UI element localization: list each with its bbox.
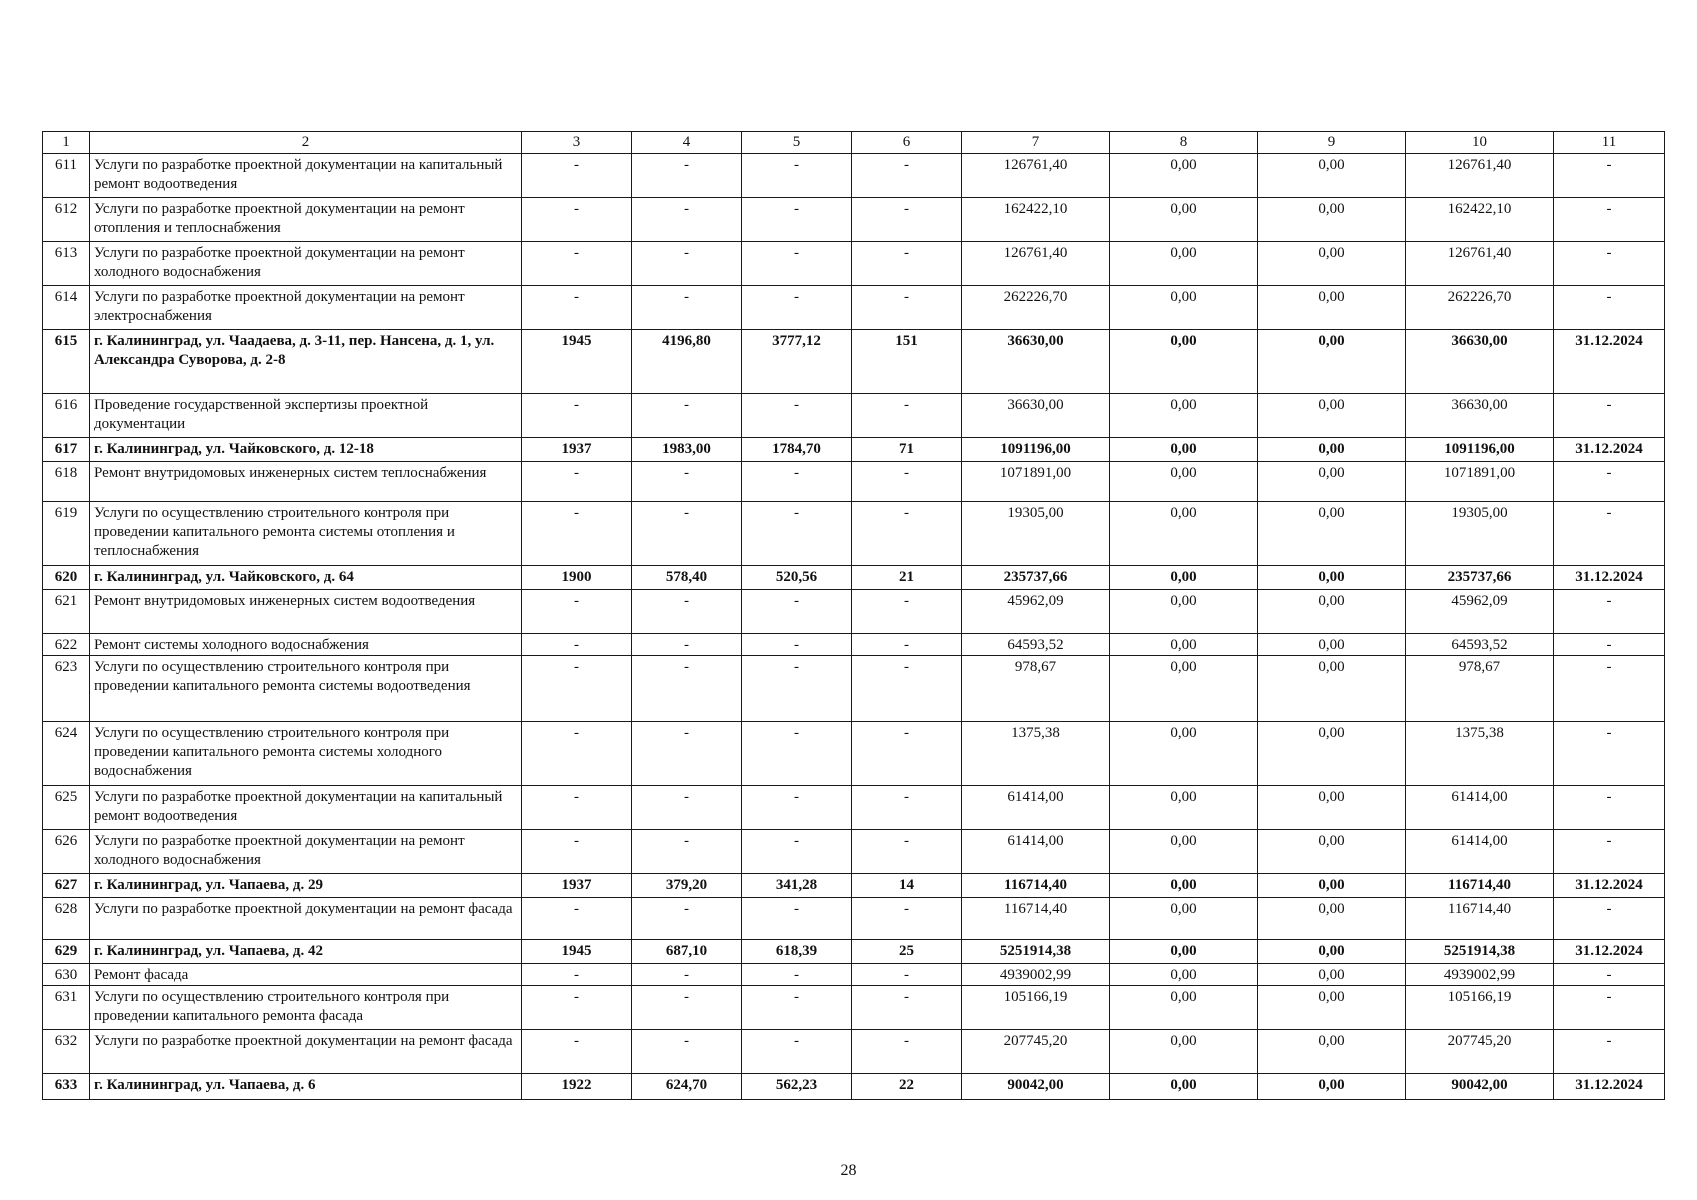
deadline-cell: - [1554, 286, 1665, 330]
row-number: 619 [43, 502, 90, 566]
living-area-cell: 341,28 [742, 874, 852, 898]
fund-cost-cell: 0,00 [1110, 986, 1258, 1030]
budget-cost-cell: 0,00 [1258, 394, 1406, 438]
year-cell: - [522, 1030, 632, 1074]
fund-cost-cell: 0,00 [1110, 590, 1258, 634]
owners-cost-cell: 126761,40 [1406, 242, 1554, 286]
deadline-cell: - [1554, 830, 1665, 874]
header-cell: 6 [852, 132, 962, 154]
owners-cost-cell: 64593,52 [1406, 634, 1554, 656]
year-cell: 1900 [522, 566, 632, 590]
row-description: г. Калининград, ул. Чаадаева, д. 3-11, пер. Нансена, д. 1, ул. Александра Суворова, д. 2-8 [90, 330, 522, 394]
living-area-cell: - [742, 964, 852, 986]
total-area-cell: - [632, 462, 742, 502]
total-cost-cell: 235737,66 [962, 566, 1110, 590]
residents-cell: - [852, 590, 962, 634]
table-row [43, 242, 1665, 286]
row-description: г. Калининград, ул. Чапаева, д. 6 [90, 1074, 522, 1100]
deadline-cell: - [1554, 656, 1665, 722]
residents-cell: - [852, 898, 962, 940]
owners-cost-cell: 262226,70 [1406, 286, 1554, 330]
budget-cost-cell: 0,00 [1258, 566, 1406, 590]
total-cost-cell: 45962,09 [962, 590, 1110, 634]
total-area-cell: - [632, 154, 742, 198]
fund-cost-cell: 0,00 [1110, 154, 1258, 198]
fund-cost-cell: 0,00 [1110, 1030, 1258, 1074]
year-cell: - [522, 656, 632, 722]
deadline-cell: 31.12.2024 [1554, 438, 1665, 462]
residents-cell: - [852, 242, 962, 286]
residents-cell: - [852, 786, 962, 830]
total-cost-cell: 978,67 [962, 656, 1110, 722]
owners-cost-cell: 36630,00 [1406, 394, 1554, 438]
owners-cost-cell: 61414,00 [1406, 830, 1554, 874]
budget-cost-cell: 0,00 [1258, 830, 1406, 874]
total-area-cell: - [632, 986, 742, 1030]
living-area-cell: - [742, 634, 852, 656]
total-cost-cell: 36630,00 [962, 394, 1110, 438]
total-cost-cell: 1071891,00 [962, 462, 1110, 502]
residents-cell: - [852, 656, 962, 722]
total-cost-cell: 61414,00 [962, 786, 1110, 830]
row-description: г. Калининград, ул. Чайковского, д. 12-18 [90, 438, 522, 462]
row-description: г. Калининград, ул. Чапаева, д. 42 [90, 940, 522, 964]
table-row [43, 154, 1665, 198]
deadline-cell: 31.12.2024 [1554, 330, 1665, 394]
row-number: 627 [43, 874, 90, 898]
total-area-cell: - [632, 1030, 742, 1074]
capital-repair-table [42, 131, 1665, 1100]
row-number: 611 [43, 154, 90, 198]
year-cell: - [522, 154, 632, 198]
budget-cost-cell: 0,00 [1258, 462, 1406, 502]
year-cell: - [522, 242, 632, 286]
residents-cell: - [852, 986, 962, 1030]
row-number: 622 [43, 634, 90, 656]
row-number: 628 [43, 898, 90, 940]
budget-cost-cell: 0,00 [1258, 940, 1406, 964]
year-cell: - [522, 198, 632, 242]
living-area-cell: - [742, 198, 852, 242]
row-number: 632 [43, 1030, 90, 1074]
total-area-cell: - [632, 198, 742, 242]
owners-cost-cell: 162422,10 [1406, 198, 1554, 242]
table-row [43, 286, 1665, 330]
deadline-cell: - [1554, 590, 1665, 634]
row-description: Услуги по разработке проектной документации на ремонт электроснабжения [90, 286, 522, 330]
header-cell: 8 [1110, 132, 1258, 154]
residents-cell: - [852, 722, 962, 786]
header-cell: 10 [1406, 132, 1554, 154]
table-row [43, 986, 1665, 1030]
budget-cost-cell: 0,00 [1258, 722, 1406, 786]
fund-cost-cell: 0,00 [1110, 502, 1258, 566]
row-number: 618 [43, 462, 90, 502]
total-cost-cell: 90042,00 [962, 1074, 1110, 1100]
residents-cell: - [852, 964, 962, 986]
year-cell: - [522, 286, 632, 330]
living-area-cell: 1784,70 [742, 438, 852, 462]
total-area-cell: 687,10 [632, 940, 742, 964]
year-cell: 1922 [522, 1074, 632, 1100]
row-number: 630 [43, 964, 90, 986]
total-cost-cell: 126761,40 [962, 242, 1110, 286]
living-area-cell: - [742, 286, 852, 330]
deadline-cell: - [1554, 634, 1665, 656]
deadline-cell: - [1554, 722, 1665, 786]
fund-cost-cell: 0,00 [1110, 438, 1258, 462]
row-description: Услуги по разработке проектной документации на ремонт холодного водоснабжения [90, 242, 522, 286]
total-cost-cell: 162422,10 [962, 198, 1110, 242]
fund-cost-cell: 0,00 [1110, 566, 1258, 590]
fund-cost-cell: 0,00 [1110, 722, 1258, 786]
year-cell: - [522, 986, 632, 1030]
row-description: Проведение государственной экспертизы проектной документации [90, 394, 522, 438]
total-cost-cell: 116714,40 [962, 898, 1110, 940]
header-cell: 9 [1258, 132, 1406, 154]
budget-cost-cell: 0,00 [1258, 874, 1406, 898]
deadline-cell: - [1554, 502, 1665, 566]
table-row [43, 394, 1665, 438]
total-area-cell: - [632, 502, 742, 566]
total-area-cell: - [632, 964, 742, 986]
row-number: 623 [43, 656, 90, 722]
total-cost-cell: 4939002,99 [962, 964, 1110, 986]
owners-cost-cell: 19305,00 [1406, 502, 1554, 566]
table-row [43, 590, 1665, 634]
row-number: 617 [43, 438, 90, 462]
year-cell: - [522, 502, 632, 566]
living-area-cell: - [742, 986, 852, 1030]
deadline-cell: - [1554, 786, 1665, 830]
total-area-cell: - [632, 242, 742, 286]
row-description: Услуги по разработке проектной документации на ремонт отопления и теплоснабжения [90, 198, 522, 242]
table-row [43, 566, 1665, 590]
budget-cost-cell: 0,00 [1258, 656, 1406, 722]
owners-cost-cell: 207745,20 [1406, 1030, 1554, 1074]
owners-cost-cell: 116714,40 [1406, 874, 1554, 898]
total-cost-cell: 116714,40 [962, 874, 1110, 898]
row-description: Услуги по разработке проектной документации на ремонт холодного водоснабжения [90, 830, 522, 874]
owners-cost-cell: 45962,09 [1406, 590, 1554, 634]
budget-cost-cell: 0,00 [1258, 438, 1406, 462]
fund-cost-cell: 0,00 [1110, 394, 1258, 438]
budget-cost-cell: 0,00 [1258, 1074, 1406, 1100]
budget-cost-cell: 0,00 [1258, 502, 1406, 566]
row-description: Ремонт фасада [90, 964, 522, 986]
row-description: Ремонт внутридомовых инженерных систем водоотведения [90, 590, 522, 634]
header-cell: 3 [522, 132, 632, 154]
living-area-cell: - [742, 462, 852, 502]
living-area-cell: 3777,12 [742, 330, 852, 394]
fund-cost-cell: 0,00 [1110, 874, 1258, 898]
row-description: Услуги по осуществлению строительного контроля при проведении капитального ремонта фасада [90, 986, 522, 1030]
row-description: Услуги по разработке проектной документации на ремонт фасада [90, 1030, 522, 1074]
total-cost-cell: 61414,00 [962, 830, 1110, 874]
residents-cell: - [852, 198, 962, 242]
total-cost-cell: 19305,00 [962, 502, 1110, 566]
budget-cost-cell: 0,00 [1258, 242, 1406, 286]
year-cell: 1937 [522, 438, 632, 462]
owners-cost-cell: 90042,00 [1406, 1074, 1554, 1100]
total-cost-cell: 36630,00 [962, 330, 1110, 394]
table-row [43, 1074, 1665, 1100]
row-number: 625 [43, 786, 90, 830]
year-cell: - [522, 590, 632, 634]
fund-cost-cell: 0,00 [1110, 198, 1258, 242]
total-area-cell: - [632, 286, 742, 330]
total-area-cell: - [632, 722, 742, 786]
total-cost-cell: 126761,40 [962, 154, 1110, 198]
residents-cell: - [852, 502, 962, 566]
living-area-cell: 562,23 [742, 1074, 852, 1100]
residents-cell: - [852, 634, 962, 656]
fund-cost-cell: 0,00 [1110, 242, 1258, 286]
year-cell: - [522, 898, 632, 940]
deadline-cell: - [1554, 964, 1665, 986]
residents-cell: 71 [852, 438, 962, 462]
total-cost-cell: 5251914,38 [962, 940, 1110, 964]
page-number: 28 [840, 1162, 857, 1179]
header-cell: 2 [90, 132, 522, 154]
year-cell: - [522, 634, 632, 656]
deadline-cell: - [1554, 154, 1665, 198]
budget-cost-cell: 0,00 [1258, 634, 1406, 656]
row-number: 620 [43, 566, 90, 590]
owners-cost-cell: 235737,66 [1406, 566, 1554, 590]
row-number: 614 [43, 286, 90, 330]
residents-cell: 151 [852, 330, 962, 394]
row-number: 621 [43, 590, 90, 634]
year-cell: - [522, 786, 632, 830]
total-area-cell: - [632, 656, 742, 722]
deadline-cell: - [1554, 986, 1665, 1030]
total-area-cell: - [632, 786, 742, 830]
row-description: Услуги по разработке проектной документации на ремонт фасада [90, 898, 522, 940]
residents-cell: - [852, 286, 962, 330]
document-sheet [42, 131, 1664, 1100]
deadline-cell: - [1554, 898, 1665, 940]
row-number: 629 [43, 940, 90, 964]
owners-cost-cell: 61414,00 [1406, 786, 1554, 830]
row-number: 615 [43, 330, 90, 394]
residents-cell: - [852, 1030, 962, 1074]
table-row [43, 438, 1665, 462]
row-number: 631 [43, 986, 90, 1030]
row-number: 613 [43, 242, 90, 286]
owners-cost-cell: 1375,38 [1406, 722, 1554, 786]
header-cell: 1 [43, 132, 90, 154]
table-row [43, 722, 1665, 786]
budget-cost-cell: 0,00 [1258, 898, 1406, 940]
budget-cost-cell: 0,00 [1258, 590, 1406, 634]
total-area-cell: 1983,00 [632, 438, 742, 462]
table-row [43, 1030, 1665, 1074]
deadline-cell: - [1554, 198, 1665, 242]
budget-cost-cell: 0,00 [1258, 1030, 1406, 1074]
owners-cost-cell: 1091196,00 [1406, 438, 1554, 462]
fund-cost-cell: 0,00 [1110, 786, 1258, 830]
residents-cell: - [852, 462, 962, 502]
row-description: Ремонт внутридомовых инженерных систем теплоснабжения [90, 462, 522, 502]
fund-cost-cell: 0,00 [1110, 964, 1258, 986]
total-area-cell: - [632, 898, 742, 940]
living-area-cell: - [742, 502, 852, 566]
residents-cell: - [852, 394, 962, 438]
total-area-cell: 379,20 [632, 874, 742, 898]
residents-cell: 21 [852, 566, 962, 590]
living-area-cell: - [742, 1030, 852, 1074]
living-area-cell: 520,56 [742, 566, 852, 590]
living-area-cell: - [742, 590, 852, 634]
total-cost-cell: 262226,70 [962, 286, 1110, 330]
table-row [43, 330, 1665, 394]
total-cost-cell: 207745,20 [962, 1030, 1110, 1074]
residents-cell: - [852, 154, 962, 198]
total-cost-cell: 64593,52 [962, 634, 1110, 656]
row-description: Ремонт системы холодного водоснабжения [90, 634, 522, 656]
year-cell: 1937 [522, 874, 632, 898]
total-area-cell: 624,70 [632, 1074, 742, 1100]
owners-cost-cell: 105166,19 [1406, 986, 1554, 1030]
row-number: 633 [43, 1074, 90, 1100]
fund-cost-cell: 0,00 [1110, 286, 1258, 330]
living-area-cell: - [742, 786, 852, 830]
header-cell: 5 [742, 132, 852, 154]
table-row [43, 198, 1665, 242]
year-cell: - [522, 830, 632, 874]
row-description: Услуги по осуществлению строительного контроля при проведении капитального ремонта системы холодного водоснабжения [90, 722, 522, 786]
year-cell: - [522, 722, 632, 786]
deadline-cell: 31.12.2024 [1554, 874, 1665, 898]
living-area-cell: - [742, 722, 852, 786]
row-description: г. Калининград, ул. Чайковского, д. 64 [90, 566, 522, 590]
deadline-cell: 31.12.2024 [1554, 940, 1665, 964]
owners-cost-cell: 978,67 [1406, 656, 1554, 722]
budget-cost-cell: 0,00 [1258, 986, 1406, 1030]
living-area-cell: - [742, 154, 852, 198]
table-row [43, 940, 1665, 964]
deadline-cell: - [1554, 462, 1665, 502]
year-cell: 1945 [522, 940, 632, 964]
total-area-cell: - [632, 590, 742, 634]
residents-cell: 14 [852, 874, 962, 898]
living-area-cell: - [742, 898, 852, 940]
owners-cost-cell: 116714,40 [1406, 898, 1554, 940]
total-area-cell: 4196,80 [632, 330, 742, 394]
row-number: 624 [43, 722, 90, 786]
fund-cost-cell: 0,00 [1110, 830, 1258, 874]
header-cell: 7 [962, 132, 1110, 154]
table-row [43, 656, 1665, 722]
year-cell: - [522, 964, 632, 986]
table-row [43, 898, 1665, 940]
table-header-row [43, 132, 1665, 154]
total-cost-cell: 105166,19 [962, 986, 1110, 1030]
row-number: 626 [43, 830, 90, 874]
table-row [43, 786, 1665, 830]
living-area-cell: - [742, 394, 852, 438]
total-cost-cell: 1091196,00 [962, 438, 1110, 462]
table-row [43, 502, 1665, 566]
deadline-cell: - [1554, 1030, 1665, 1074]
residents-cell: 22 [852, 1074, 962, 1100]
residents-cell: 25 [852, 940, 962, 964]
fund-cost-cell: 0,00 [1110, 656, 1258, 722]
deadline-cell: 31.12.2024 [1554, 566, 1665, 590]
living-area-cell: - [742, 656, 852, 722]
owners-cost-cell: 126761,40 [1406, 154, 1554, 198]
total-area-cell: - [632, 830, 742, 874]
budget-cost-cell: 0,00 [1258, 330, 1406, 394]
fund-cost-cell: 0,00 [1110, 898, 1258, 940]
year-cell: - [522, 462, 632, 502]
living-area-cell: 618,39 [742, 940, 852, 964]
total-area-cell: - [632, 634, 742, 656]
deadline-cell: - [1554, 394, 1665, 438]
row-number: 616 [43, 394, 90, 438]
fund-cost-cell: 0,00 [1110, 330, 1258, 394]
owners-cost-cell: 36630,00 [1406, 330, 1554, 394]
owners-cost-cell: 1071891,00 [1406, 462, 1554, 502]
fund-cost-cell: 0,00 [1110, 940, 1258, 964]
year-cell: - [522, 394, 632, 438]
row-description: Услуги по разработке проектной документации на капитальный ремонт водоотведения [90, 786, 522, 830]
budget-cost-cell: 0,00 [1258, 198, 1406, 242]
table-row [43, 462, 1665, 502]
deadline-cell: - [1554, 242, 1665, 286]
table-row [43, 874, 1665, 898]
table-row [43, 830, 1665, 874]
budget-cost-cell: 0,00 [1258, 286, 1406, 330]
budget-cost-cell: 0,00 [1258, 786, 1406, 830]
year-cell: 1945 [522, 330, 632, 394]
table-row [43, 634, 1665, 656]
row-description: Услуги по разработке проектной документации на капитальный ремонт водоотведения [90, 154, 522, 198]
header-cell: 11 [1554, 132, 1665, 154]
budget-cost-cell: 0,00 [1258, 964, 1406, 986]
total-cost-cell: 1375,38 [962, 722, 1110, 786]
table-row [43, 964, 1665, 986]
table-body [43, 132, 1665, 1100]
residents-cell: - [852, 830, 962, 874]
row-number: 612 [43, 198, 90, 242]
total-area-cell: 578,40 [632, 566, 742, 590]
total-area-cell: - [632, 394, 742, 438]
row-description: Услуги по осуществлению строительного контроля при проведении капитального ремонта системы отопления и теплоснабжения [90, 502, 522, 566]
budget-cost-cell: 0,00 [1258, 154, 1406, 198]
owners-cost-cell: 4939002,99 [1406, 964, 1554, 986]
owners-cost-cell: 5251914,38 [1406, 940, 1554, 964]
fund-cost-cell: 0,00 [1110, 462, 1258, 502]
fund-cost-cell: 0,00 [1110, 1074, 1258, 1100]
fund-cost-cell: 0,00 [1110, 634, 1258, 656]
row-description: Услуги по осуществлению строительного контроля при проведении капитального ремонта системы водоотведения [90, 656, 522, 722]
living-area-cell: - [742, 830, 852, 874]
row-description: г. Калининград, ул. Чапаева, д. 29 [90, 874, 522, 898]
deadline-cell: 31.12.2024 [1554, 1074, 1665, 1100]
living-area-cell: - [742, 242, 852, 286]
header-cell: 4 [632, 132, 742, 154]
